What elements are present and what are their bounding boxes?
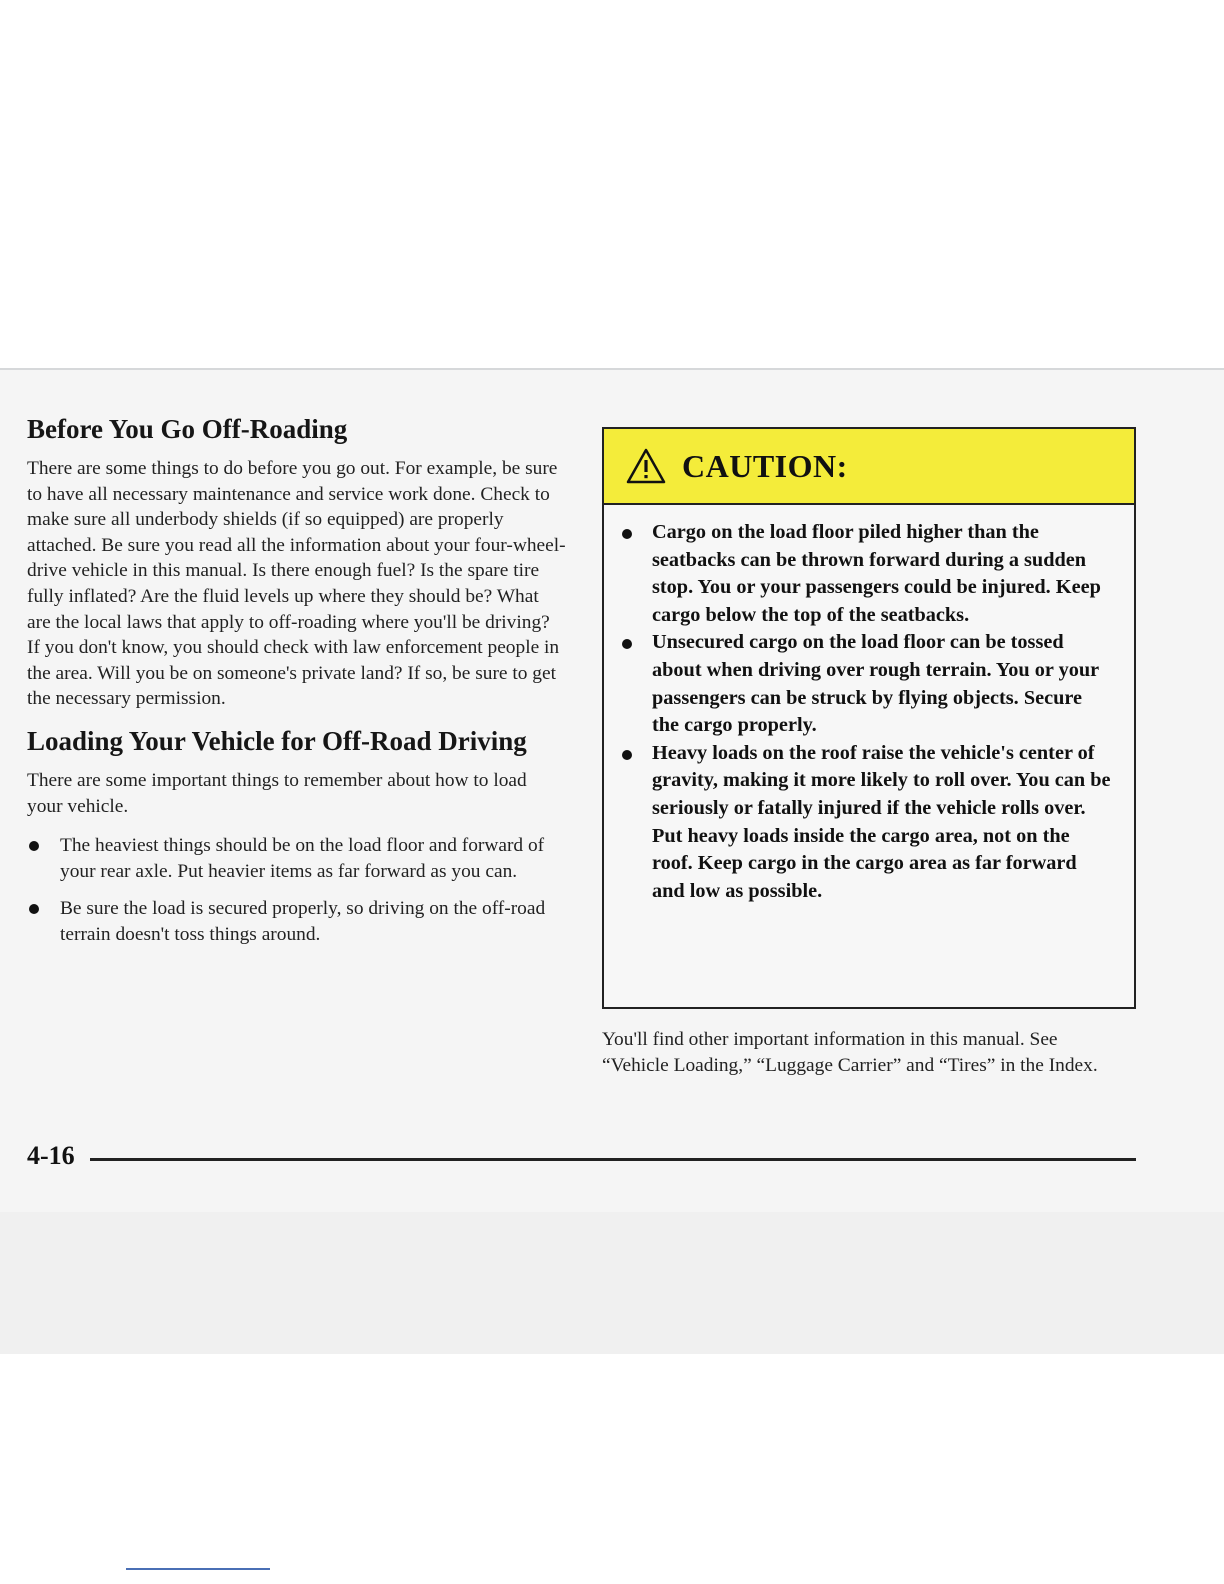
section-heading-loading-vehicle: Loading Your Vehicle for Off-Road Driving bbox=[27, 725, 527, 756]
left-column bbox=[27, 412, 567, 960]
caution-item-text: Unsecured cargo on the load floor can be tossed about when driving over rough terrain. You or your passengers can be struck by flying objects. Secure the cargo properly. bbox=[652, 631, 1099, 737]
list-item-text: The heaviest things should be on the load floor and forward of your rear axle. Put heavier items as far forward as you can. bbox=[60, 835, 545, 882]
page-number: 4-16 bbox=[27, 1141, 75, 1170]
caution-item bbox=[620, 740, 1114, 906]
paragraph-before-off-roading: There are some things to do before you go out. For example, be sure to have all necessary maintenance and service work done. Check to make sure all underbody shields (if so equipped) are properly attached. Be sure you read all the information about your four-wheel-drive vehicle in this manual. Is there enough fuel? Is the spare tire fully inflated? Are the fluid levels up where they should be? What are the local laws that apply to off-roading where you'll be driving? If you don't know, you should check with law enforcement people in the area. Will you be on someone's private land? If so, be sure to get the necessary permission. bbox=[27, 458, 566, 710]
paragraph-loading-intro: There are some important things to remember about how to load your vehicle. bbox=[27, 769, 527, 817]
list-item bbox=[27, 896, 567, 947]
section-heading-before-off-roading: Before You Go Off-Roading bbox=[27, 414, 348, 444]
caution-header bbox=[604, 429, 1134, 505]
warning-triangle-icon bbox=[626, 448, 666, 484]
caution-title: CAUTION: bbox=[682, 447, 848, 484]
caution-item-text: Heavy loads on the roof raise the vehicle's center of gravity, making it more likely to roll over. You can be seriously or fatally injured if the vehicle rolls over. Put heavy loads inside the cargo area, not on the roof. Keep cargo in the cargo area as far forward and low as possible. bbox=[652, 741, 1111, 902]
bullet-icon bbox=[29, 904, 39, 914]
bullet-icon bbox=[622, 529, 632, 539]
bullet-icon bbox=[29, 841, 39, 851]
bullet-icon bbox=[622, 639, 632, 649]
loading-bullet-list bbox=[27, 833, 567, 947]
bullet-icon bbox=[622, 750, 632, 760]
footer-divider bbox=[90, 1158, 1136, 1161]
cross-reference-note: You'll find other important information in this manual. See “Vehicle Loading,” “Luggage Carrier” and “Tires” in the Index. bbox=[602, 1029, 1098, 1076]
caution-item bbox=[620, 629, 1114, 739]
list-item-text: Be sure the load is secured properly, so driving on the off-road terrain doesn't toss things around. bbox=[60, 898, 546, 945]
list-item bbox=[27, 833, 567, 884]
caution-item-text: Cargo on the load floor piled higher than the seatbacks can be thrown forward during a sudden stop. You or your passengers could be injured. Keep cargo below the top of the seatbacks. bbox=[652, 521, 1101, 626]
scan-border bbox=[0, 1212, 1224, 1354]
caution-box bbox=[602, 427, 1136, 1009]
caution-list bbox=[620, 519, 1114, 905]
caution-item bbox=[620, 519, 1114, 629]
bottom-divider bbox=[126, 1568, 270, 1570]
